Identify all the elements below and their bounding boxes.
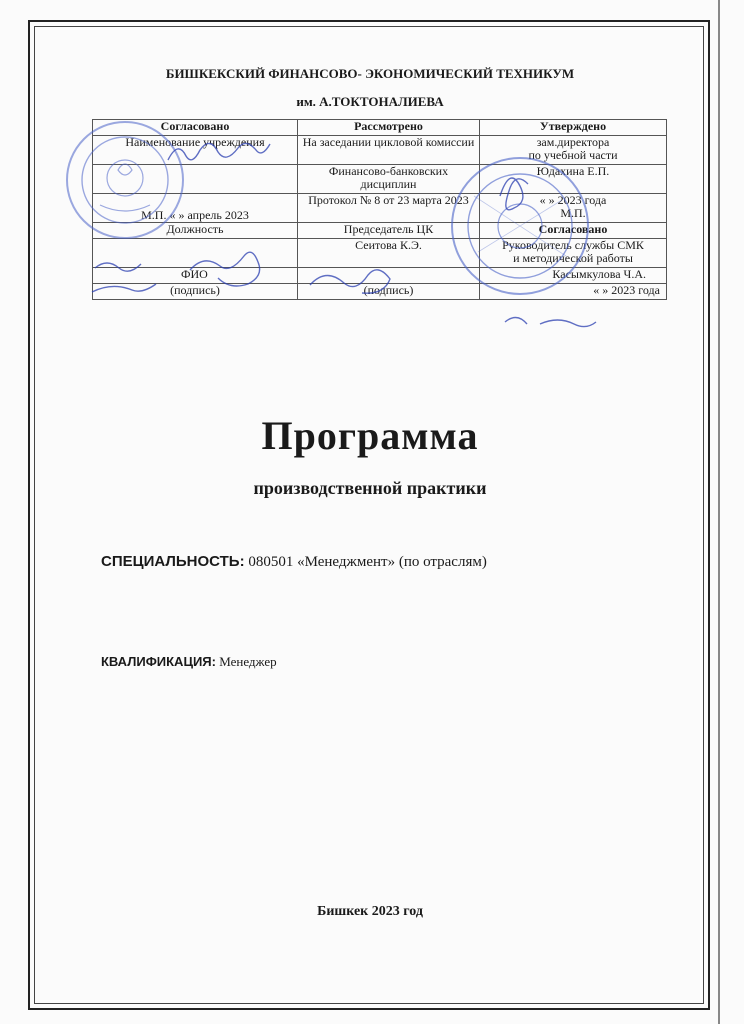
chairman-name: Сеитова К.Э. [298,239,480,268]
institution-subname: им. А.ТОКТОНАЛИЕВА [296,94,444,109]
fio-label: ФИО [93,268,298,284]
chairman-label: Председатель ЦК [298,223,480,239]
smk-date: « » 2023 года [480,284,667,300]
commission-name: Финансово-банковских дисциплин [298,165,480,194]
specialty-value: 080501 «Менеджмент» (по отраслям) [248,554,487,570]
institution-label: Наименование учреждения [93,136,298,165]
approval-date-line: « » 2023 года [539,193,607,207]
document-subtitle: производственной практики [253,478,487,498]
approval-head-approved: Утверждено [480,120,667,136]
footer-city-year: Бишкек 2023 год [317,904,423,919]
signature-label: (подпись) [93,284,298,300]
deputy-name: Юдахина Е.П. [480,165,667,194]
smk-title: Руководитель службы СМК [502,238,644,252]
commission-meeting: На заседании цикловой комиссии [298,136,480,165]
approval-head-agreed: Согласовано [93,120,298,136]
qualification-label: КВАЛИФИКАЦИЯ: [101,654,216,669]
smk-dept: и методической работы [513,251,633,265]
stamp-date: М.П. « » апрель 2023 [93,194,298,223]
round-seal-left [67,122,183,238]
specialty-label: СПЕЦИАЛЬНОСТЬ: [101,553,245,570]
signature-label: (подпись) [298,284,480,300]
position-label: Должность [93,223,298,239]
deputy-title: зам.директора [536,135,610,149]
document-title: Программа [261,413,479,458]
approval-head-reviewed: Рассмотрено [298,120,480,136]
smk-name: Касымкулова Ч.А. [480,268,667,284]
protocol: Протокол № 8 от 23 марта 2023 [298,194,480,223]
deputy-dept: по учебной части [528,148,618,162]
agreed-label: Согласовано [480,223,667,239]
institution-name: БИШКЕКСКИЙ ФИНАНСОВО- ЭКОНОМИЧЕСКИЙ ТЕХНИКУМ [165,66,575,81]
approval-stamp-label: М.П. [560,206,586,220]
qualification-value: Менеджер [219,654,277,669]
